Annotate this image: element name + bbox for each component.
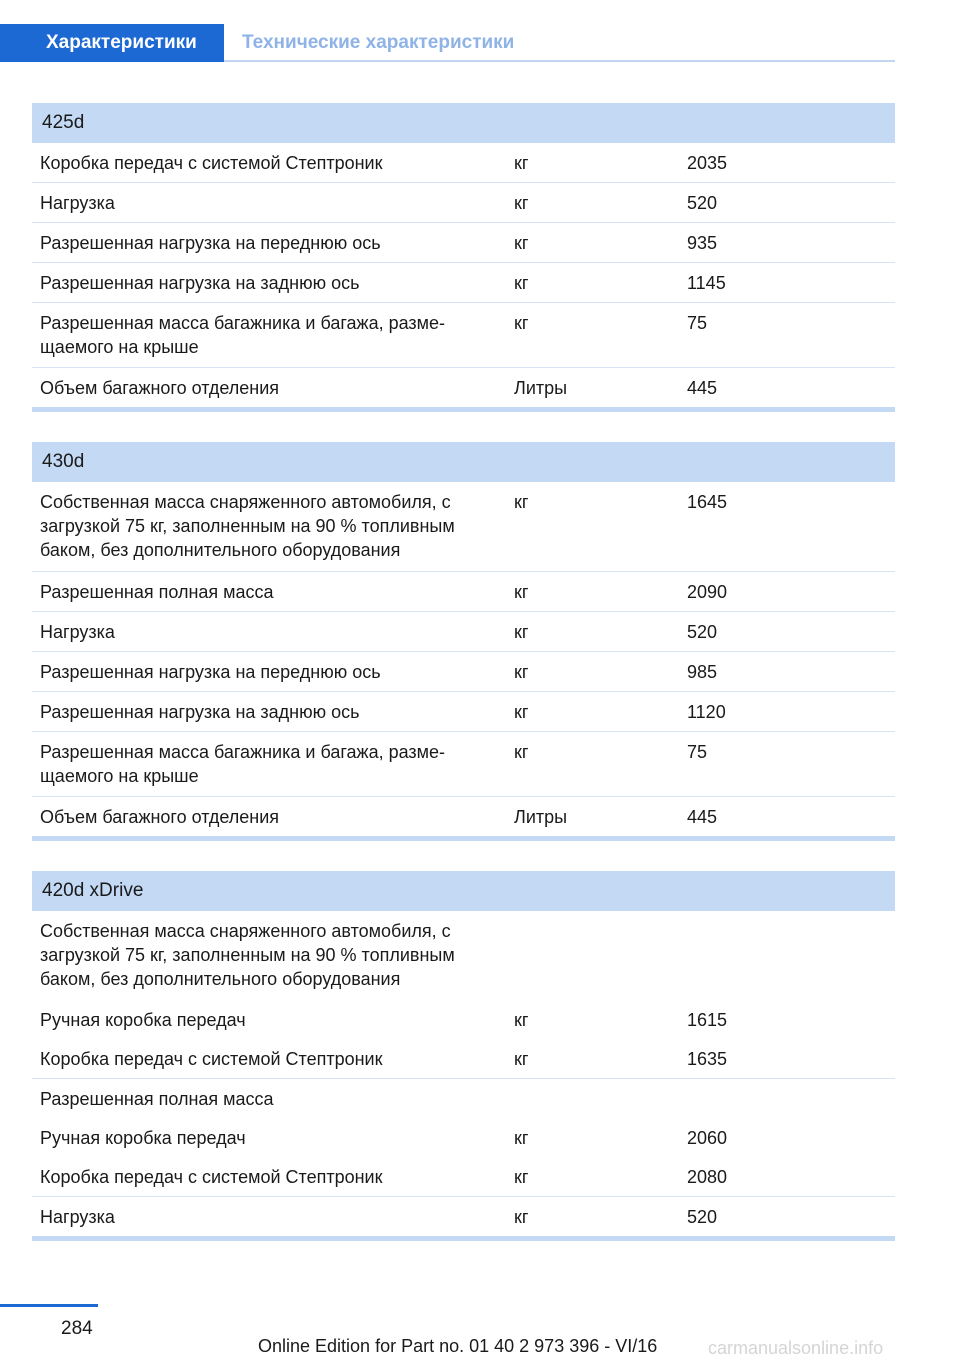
row-unit: кг [514,492,529,512]
row-unit: кг [514,1010,529,1030]
row-label: Собственная масса снаряженного автомобиля, с загрузкой 75 кг, заполненным на 90 % топливным баком, без дополнительного оборудования [40,492,455,560]
table-title: 430d [32,442,895,482]
row-label: Объем багажного отделения [40,378,280,398]
table-title: 420d xDrive [32,871,895,911]
chapter-tab[interactable]: Технические характеристики [242,32,515,53]
table-row [32,183,895,223]
table-row [32,692,895,732]
table-title: 425d [32,103,895,143]
row-label: Нагрузка [40,193,115,213]
table-row [32,482,895,572]
table-row [32,1000,895,1039]
row-value: 1645 [687,492,728,512]
row-unit: кг [514,582,529,602]
row-unit: кг [514,742,529,762]
edition-label: Online Edition for Part no. 01 40 2 973 396 - VI/16 [258,1336,658,1356]
table-row [32,911,895,1000]
row-value: 985 [687,662,718,682]
spec-table-420d-xdrive [32,871,895,1241]
row-unit: кг [514,1167,529,1187]
row-value: 75 [687,742,708,762]
row-value: 2035 [687,153,728,173]
row-value: 1635 [687,1049,728,1069]
row-label: Разрешенная нагрузка на переднюю ось [40,662,381,682]
table-row [32,263,895,303]
row-value: 445 [687,807,718,827]
row-label: Объем багажного отделения [40,807,280,827]
row-unit: кг [514,1207,529,1227]
row-label: Разрешенная нагрузка на заднюю ось [40,702,360,722]
row-value: 2080 [687,1167,728,1187]
row-label: Ручная коробка передач [40,1128,246,1148]
row-unit: кг [514,233,529,253]
row-unit: Литры [514,807,568,827]
row-label: Разрешенная нагрузка на переднюю ось [40,233,381,253]
table-row [32,732,895,797]
row-value: 520 [687,1207,718,1227]
row-label: Собственная масса снаряженного автомобиля, с загрузкой 75 кг, заполненным на 90 % топливным баком, без дополнительного оборудования [40,921,455,989]
row-value: 520 [687,193,718,213]
row-unit: Литры [514,378,568,398]
table-row [32,797,895,841]
row-value: 935 [687,233,718,253]
row-label: Разрешенная масса багажника и багажа, разме- щаемого на крыше [40,313,446,357]
table-row [32,368,895,412]
row-value: 2090 [687,582,728,602]
row-unit: кг [514,662,529,682]
row-label: Разрешенная нагрузка на заднюю ось [40,273,360,293]
row-label: Разрешенная масса багажника и багажа, разме- щаемого на крыше [40,742,446,786]
row-label: Разрешенная полная масса [40,1089,274,1109]
row-unit: кг [514,702,529,722]
row-label: Коробка передач с системой Стептроник [40,1167,383,1187]
section-tab[interactable]: Характеристики [0,24,224,62]
row-label: Нагрузка [40,622,115,642]
table-row [32,223,895,263]
row-unit: кг [514,1049,529,1069]
spec-table-430d [32,442,895,841]
table-row [32,1079,895,1118]
row-unit: кг [514,622,529,642]
row-label: Разрешенная полная масса [40,582,274,602]
watermark: carmanualsonline.info [708,1338,884,1358]
row-unit: кг [514,273,529,293]
row-value: 520 [687,622,718,642]
table-row [32,143,895,183]
row-value: 1120 [687,702,726,722]
row-value: 2060 [687,1128,728,1148]
table-row [32,1118,895,1157]
page-header [0,24,895,62]
table-row [32,303,895,368]
row-unit: кг [514,193,529,213]
table-row [32,1197,895,1241]
page-number: 284 [61,1318,93,1339]
row-unit: кг [514,1128,529,1148]
row-value: 75 [687,313,708,333]
spec-table-425d [32,103,895,412]
row-label: Коробка передач с системой Стептроник [40,153,383,173]
row-label: Коробка передач с системой Стептроник [40,1049,383,1069]
footer-divider [0,1304,98,1307]
row-unit: кг [514,153,529,173]
header-divider [224,60,895,62]
row-value: 1145 [687,273,726,293]
table-row [32,572,895,612]
row-unit: кг [514,313,529,333]
row-value: 1615 [687,1010,728,1030]
row-label: Ручная коробка передач [40,1010,246,1030]
row-value: 445 [687,378,718,398]
row-label: Нагрузка [40,1207,115,1227]
table-row [32,1157,895,1197]
table-row [32,652,895,692]
table-row [32,1039,895,1079]
table-row [32,612,895,652]
